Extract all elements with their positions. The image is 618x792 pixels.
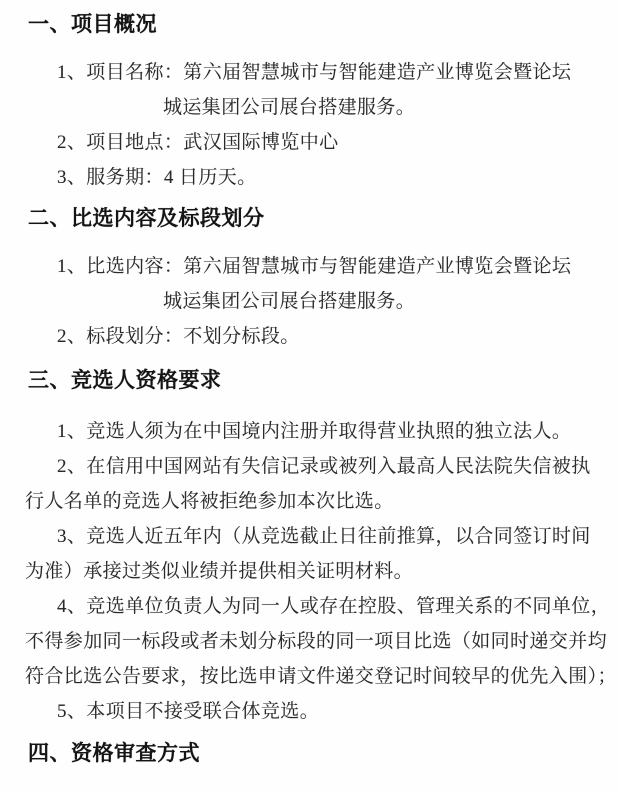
section-heading: 一、项目概况 (28, 12, 157, 36)
section-qualification-review-method (0, 741, 618, 765)
doc-line: 城运集团公司展台搭建服务。 (163, 291, 416, 312)
doc-line: 4、竞选单位负责人为同一人或存在控股、管理关系的不同单位， (57, 596, 611, 617)
doc-line: 1、比选内容：第六届智慧城市与智能建造产业博览会暨论坛 (57, 256, 572, 277)
doc-line: 不得参加同一标段或者未划分标段的同一项目比选（如同时递交并均 (25, 631, 608, 652)
section-body (0, 55, 618, 195)
doc-line: 2、在信用中国网站有失信记录或被列入最高人民法院失信被执 (57, 456, 591, 477)
doc-line: 2、项目地点：武汉国际博览中心 (57, 132, 339, 153)
doc-line: 1、竞选人须为在中国境内注册并取得营业执照的独立法人。 (57, 421, 572, 442)
section-qualification-requirements (0, 368, 618, 729)
doc-line: 城运集团公司展台搭建服务。 (163, 97, 416, 118)
doc-line: 2、标段划分：不划分标段。 (57, 326, 300, 347)
doc-line: 1、项目名称：第六届智慧城市与智能建造产业博览会暨论坛 (57, 62, 572, 83)
doc-line: 3、竞选人近五年内（从竞选截止日往前推算，以合同签订时间 (57, 526, 591, 547)
section-heading: 二、比选内容及标段划分 (28, 206, 265, 230)
doc-line: 5、本项目不接受联合体竞选。 (57, 701, 320, 722)
section-body (0, 414, 618, 729)
doc-line: 符合比选公告要求，按比选申请文件递交登记时间较早的优先入围）； (25, 666, 617, 687)
section-heading: 三、竞选人资格要求 (28, 368, 222, 392)
section-selection-content (0, 206, 618, 354)
doc-line: 为准）承接过类似业绩并提供相关证明材料。 (25, 561, 414, 582)
doc-line: 行人名单的竞选人将被拒绝参加本次比选。 (25, 491, 394, 512)
section-project-overview (0, 12, 618, 195)
section-heading: 四、资格审查方式 (28, 741, 200, 765)
doc-line: 3、服务期：4 日历天。 (57, 167, 257, 188)
section-body (0, 249, 618, 354)
